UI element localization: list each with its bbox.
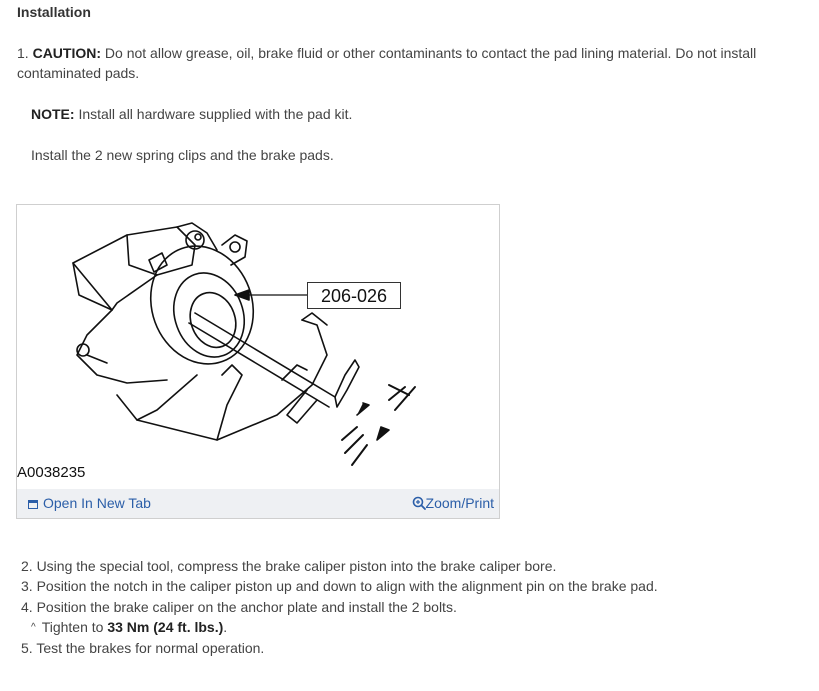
torque-prefix: Tighten to bbox=[41, 618, 108, 635]
callout-box bbox=[307, 282, 401, 309]
open-in-new-tab-link[interactable] bbox=[28, 495, 151, 511]
zoom-print-label: Zoom/Print bbox=[425, 495, 494, 511]
caliper-illustration bbox=[17, 205, 499, 489]
step-2: 2. Using the special tool, compress the brake caliper piston into the brake caliper bore. bbox=[21, 558, 557, 574]
step-1-instruction: Install the 2 new spring clips and the brake pads. bbox=[31, 147, 334, 163]
torque-suffix: . bbox=[223, 618, 228, 635]
open-in-new-tab-label: Open In New Tab bbox=[43, 495, 151, 511]
figure-toolbar bbox=[17, 489, 499, 518]
figure-code: A0038235 bbox=[17, 464, 86, 481]
step-5: 5. Test the brakes for normal operation. bbox=[21, 640, 265, 657]
torque-spec bbox=[21, 617, 658, 638]
caret-icon: ^ bbox=[31, 621, 36, 633]
callout-label: 206-026 bbox=[320, 286, 388, 306]
caution-label: CAUTION: bbox=[32, 45, 102, 61]
note bbox=[31, 104, 352, 124]
magnifier-icon bbox=[412, 496, 426, 510]
open-tab-icon bbox=[28, 500, 38, 509]
step-1-number: 1. bbox=[17, 45, 29, 61]
step-1-caution bbox=[17, 43, 797, 83]
step-4: 4. Position the brake caliper on the anchor plate and install the 2 bolts. bbox=[21, 598, 457, 615]
torque-value: 33 Nm (24 ft. lbs.) bbox=[107, 618, 224, 635]
step-3: 3. Position the notch in the caliper piston up and down to align with the alignment pin on the brake pad. bbox=[21, 578, 658, 595]
section-heading: Installation bbox=[17, 4, 91, 20]
caution-text: Do not allow grease, oil, brake fluid or other contaminants to contact the pad lining material. Do not install contaminated pads. bbox=[17, 45, 757, 81]
zoom-print-link[interactable] bbox=[412, 495, 494, 511]
steps-list bbox=[21, 556, 658, 658]
caliper-figure bbox=[16, 204, 500, 519]
note-text: Install all hardware supplied with the pad kit. bbox=[78, 106, 353, 122]
note-label: NOTE: bbox=[31, 106, 75, 122]
